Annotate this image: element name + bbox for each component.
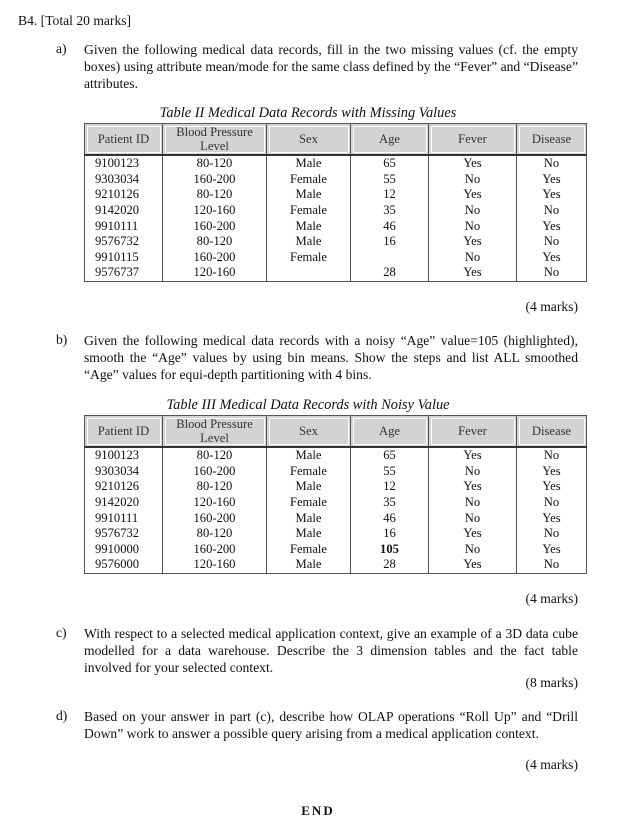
question-a-marks: (4 marks) [525, 299, 578, 314]
table-cell: Yes [517, 218, 587, 234]
question-d-text: Based on your answer in part (c), describe how OLAP operations “Roll Up” and “Drill Down” work to answer a possible query arising from a medical application context. [84, 709, 578, 741]
table-cell: 46 [351, 510, 429, 526]
table-cell: 160-200 [163, 510, 267, 526]
table-cell: 80-120 [163, 187, 267, 203]
table-cell: Male [267, 234, 351, 250]
column-header: Disease [517, 124, 587, 156]
table-cell: 9100123 [85, 447, 163, 464]
table-cell: No [429, 218, 517, 234]
table-cell: Yes [517, 510, 587, 526]
table-cell: No [429, 495, 517, 511]
table-cell: Yes [517, 464, 587, 480]
table-cell: No [517, 203, 587, 219]
table-row [85, 464, 587, 480]
table-row [85, 218, 587, 234]
table-cell: 16 [351, 526, 429, 542]
table-cell: Yes [429, 265, 517, 281]
table-cell: Female [267, 172, 351, 188]
table-cell: 120-160 [163, 265, 267, 281]
table-cell: 9576737 [85, 265, 163, 281]
table-row [85, 542, 587, 558]
table-cell: 55 [351, 172, 429, 188]
table-cell: 105 [351, 542, 429, 558]
column-header: Blood Pressure Level [163, 416, 267, 448]
question-c-text: With respect to a selected medical application context, give an example of a 3D data cube modelled for a data warehouse. Describe the 3 dimension tables and the fact table involved for your selected context. [84, 626, 578, 675]
table-row [85, 187, 587, 203]
empty-cell [351, 250, 429, 266]
table-cell: Male [267, 479, 351, 495]
table-row [85, 155, 587, 172]
column-header: Fever [429, 124, 517, 156]
table-cell: 9303034 [85, 464, 163, 480]
table-ii-caption-text: Table II Medical Data Records with Missing Values [159, 105, 457, 121]
end-text: END [301, 803, 335, 818]
table-cell: 9100123 [85, 155, 163, 172]
table-row [85, 203, 587, 219]
table-cell: Yes [517, 172, 587, 188]
table-cell: No [517, 155, 587, 172]
table-cell: 9910000 [85, 542, 163, 558]
column-header: Age [351, 124, 429, 156]
table-iii-caption-text: Table III Medical Data Records with Noisy Value [166, 397, 450, 413]
table-cell: 160-200 [163, 464, 267, 480]
table-cell: 9576732 [85, 526, 163, 542]
question-b-label: b) [56, 332, 68, 347]
table-cell: Yes [429, 447, 517, 464]
table-cell: 160-200 [163, 250, 267, 266]
table-cell: 80-120 [163, 234, 267, 250]
table-iii-header-row [85, 416, 587, 448]
table-cell: Female [267, 464, 351, 480]
table-cell: 9142020 [85, 495, 163, 511]
question-c-label: c) [56, 625, 67, 640]
table-row [85, 557, 587, 573]
question-b-text: Given the following medical data records with a noisy “Age” value=105 (highlighted), smooth the “Age” values by using bin means. Show the steps and list ALL smoothed “Age” values for equi-depth partitioning with 4 bins. [84, 333, 578, 382]
table-cell: No [429, 250, 517, 266]
table-cell: 120-160 [163, 203, 267, 219]
table-cell: Yes [517, 479, 587, 495]
table-cell: 9210126 [85, 479, 163, 495]
table-cell: 160-200 [163, 172, 267, 188]
table-cell: Male [267, 557, 351, 573]
table-cell: 9210126 [85, 187, 163, 203]
table-cell: 120-160 [163, 557, 267, 573]
table-iii-noisy-values [84, 415, 587, 574]
table-ii-missing-values [84, 123, 587, 282]
table-cell: Male [267, 447, 351, 464]
table-ii-caption [0, 105, 636, 122]
table-cell: Male [267, 526, 351, 542]
table-cell: Male [267, 510, 351, 526]
table-cell: Yes [429, 234, 517, 250]
table-cell: 9303034 [85, 172, 163, 188]
table-cell: 9576732 [85, 234, 163, 250]
table-cell: 46 [351, 218, 429, 234]
table-ii-header-row [85, 124, 587, 156]
table-cell: Yes [429, 187, 517, 203]
table-cell: 9142020 [85, 203, 163, 219]
table-iii-caption [0, 397, 636, 414]
table-row [85, 526, 587, 542]
column-header: Sex [267, 416, 351, 448]
table-row [85, 234, 587, 250]
table-cell: 16 [351, 234, 429, 250]
table-cell: Male [267, 187, 351, 203]
table-cell: Yes [517, 250, 587, 266]
table-row [85, 172, 587, 188]
table-cell: 160-200 [163, 218, 267, 234]
table-cell: Female [267, 542, 351, 558]
table-cell: No [517, 557, 587, 573]
table-cell: 160-200 [163, 542, 267, 558]
question-b-marks: (4 marks) [525, 591, 578, 606]
table-cell: 12 [351, 479, 429, 495]
table-cell: 55 [351, 464, 429, 480]
table-cell: 28 [351, 265, 429, 281]
question-a-text: Given the following medical data records, fill in the two missing values (cf. the empty boxes) using attribute mean/mode for the same class defined by the “Fever” and “Disease” attributes. [84, 42, 578, 91]
table-cell: No [429, 172, 517, 188]
table-cell: 9910115 [85, 250, 163, 266]
table-row [85, 495, 587, 511]
table-cell: 12 [351, 187, 429, 203]
table-cell: No [517, 265, 587, 281]
table-cell: 80-120 [163, 155, 267, 172]
table-cell: Female [267, 203, 351, 219]
table-cell: No [517, 526, 587, 542]
column-header: Patient ID [85, 124, 163, 156]
table-cell: Male [267, 218, 351, 234]
section-header: B4. [Total 20 marks] [18, 13, 132, 28]
table-cell: No [429, 464, 517, 480]
table-cell: 80-120 [163, 526, 267, 542]
table-cell: Yes [429, 526, 517, 542]
table-cell: 9576000 [85, 557, 163, 573]
table-row [85, 265, 587, 281]
table-cell: Yes [429, 479, 517, 495]
column-header: Patient ID [85, 416, 163, 448]
table-cell: Female [267, 250, 351, 266]
table-cell: 28 [351, 557, 429, 573]
table-cell: 65 [351, 447, 429, 464]
table-cell: Yes [517, 542, 587, 558]
table-cell: 9910111 [85, 510, 163, 526]
question-d-label: d) [56, 708, 68, 723]
table-cell: No [429, 203, 517, 219]
table-cell: 65 [351, 155, 429, 172]
table-cell: 9910111 [85, 218, 163, 234]
table-row [85, 250, 587, 266]
table-cell: 80-120 [163, 447, 267, 464]
end-marker [0, 803, 636, 819]
table-cell: 35 [351, 495, 429, 511]
column-header: Disease [517, 416, 587, 448]
column-header: Fever [429, 416, 517, 448]
table-cell: No [429, 510, 517, 526]
table-cell: 120-160 [163, 495, 267, 511]
table-cell: No [517, 234, 587, 250]
table-row [85, 447, 587, 464]
column-header: Sex [267, 124, 351, 156]
table-cell: 80-120 [163, 479, 267, 495]
table-row [85, 510, 587, 526]
table-cell: Yes [429, 557, 517, 573]
question-a-label: a) [56, 41, 67, 56]
question-c-marks: (8 marks) [525, 675, 578, 690]
table-cell: Yes [517, 187, 587, 203]
empty-cell [267, 265, 351, 281]
column-header: Blood Pressure Level [163, 124, 267, 156]
table-cell: Male [267, 155, 351, 172]
table-cell: Yes [429, 155, 517, 172]
table-cell: No [517, 447, 587, 464]
column-header: Age [351, 416, 429, 448]
table-cell: No [517, 495, 587, 511]
table-cell: 35 [351, 203, 429, 219]
table-cell: No [429, 542, 517, 558]
question-d-marks: (4 marks) [525, 757, 578, 772]
table-row [85, 479, 587, 495]
table-cell: Female [267, 495, 351, 511]
